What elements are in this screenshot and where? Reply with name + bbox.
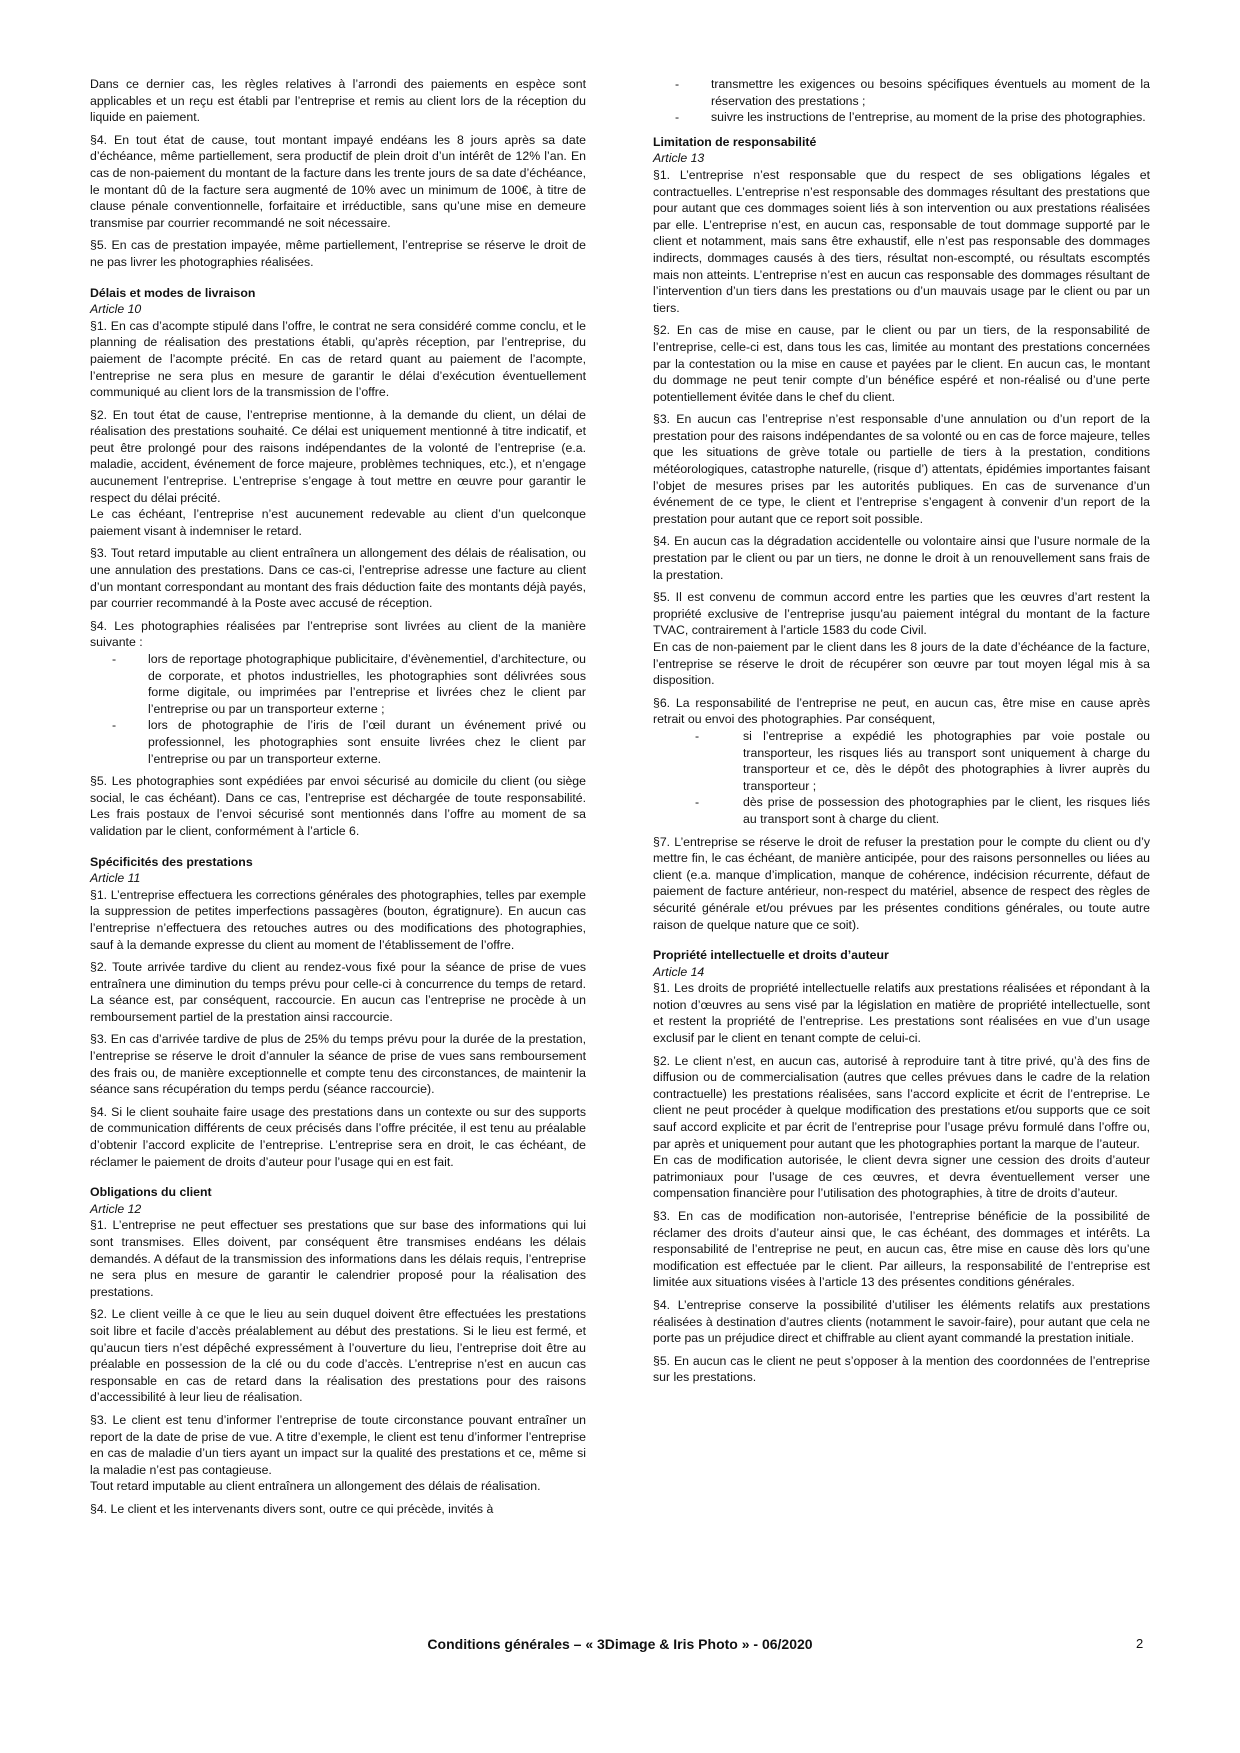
list-item-text: lors de photographie de l’iris de l’œil durant un événement privé ou professionnel, les photographies sont ensuite livrées chez le client par l’entreprise ou par un transporteur externe.: [148, 718, 586, 766]
paragraph: §1. L’entreprise ne peut effectuer ses prestations que sur base des informations qui lui sont transmises. Elles doivent, par conséquent être transmises endéans les délais demandés. A défaut de la transmission des informations dans les délais requis, l’entreprise ne sera plus en mesure de garantir le calendrier proposé pour la réalisation des prestations.: [90, 1218, 586, 1299]
list-item: [653, 109, 1150, 126]
paragraph: §6. La responsabilité de l’entreprise ne peut, en aucun cas, être mise en cause après retrait ou envoi des photographies. Par conséquent,: [653, 695, 1150, 727]
paragraph: En cas de modification autorisée, le client devra signer une cession des droits d’auteur patrimoniaux pour l’usage de ces œuvres, et devra éventuellement verser une compensation financière pour l’utilisation des photographies, à titre de droits d’auteur.: [653, 1153, 1150, 1201]
left-column: [90, 76, 586, 1524]
list-item-text: lors de reportage photographique publicitaire, d’évènementiel, d’architecture, ou de corporate, et photos industrielles, les photographies sont délivrées sous forme digitale, ou imprimées par l’entreprise et livrées chez le client par l’entreprise ou par un transporteur externe ;: [148, 652, 586, 716]
paragraph: §4. En aucun cas la dégradation accidentelle ou volontaire ainsi que l’usure normale de la prestation par le client ou par un tiers, ne donne le droit à un renouvellement sans frais de la prestation.: [653, 534, 1150, 582]
paragraph: §4. L’entreprise conserve la possibilité d’utiliser les éléments relatifs aux prestations réalisées à destination d’autres clients (notamment le savoir-faire), pour autant que cela ne porte pas un préjudice direct et chiffrable au client ayant commandé la prestation initiale.: [653, 1297, 1150, 1346]
paragraph: §2. Toute arrivée tardive du client au rendez-vous fixé pour la séance de prise de vues entraînera une diminution du temps prévu pour celle-ci à concurrence du temps de retard. La séance est, par conséquent, raccourcie. En aucun cas l’entreprise ne procède à un remboursement partiel de la prestation ainsi raccourcie.: [90, 960, 586, 1024]
list-dash: -: [695, 728, 700, 743]
list-item: [90, 651, 586, 717]
paragraph: §5. Il est convenu de commun accord entre les parties que les œuvres d’art restent la propriété exclusive de l’entreprise jusqu’au paiement intégral du montant de la facture TVAC, contrairement à l’article 1583 du code Civil.: [653, 590, 1150, 638]
article-number: Article 12: [90, 1201, 142, 1216]
list-item: [653, 76, 1150, 109]
list-dash: -: [112, 652, 117, 666]
paragraph: §3. Le client est tenu d’informer l’entreprise de toute circonstance pouvant entraîner un report de la date de prise de vue. A titre d’exemple, le client est tenu d’informer l’entreprise en cas de maladie d’un tiers ayant un impact sur la qualité des prestations et ce, même si la maladie n’est pas contagieuse.: [90, 1412, 586, 1477]
list-dash: -: [675, 110, 680, 125]
paragraph: §5. En cas de prestation impayée, même partiellement, l’entreprise se réserve le droit de ne pas livrer les photographies réalisées.: [90, 238, 586, 269]
paragraph: §3. En cas d’arrivée tardive de plus de 25% du temps prévu pour la durée de la prestation, l’entreprise se réserve le droit d’annuler la séance de prise de vues sans remboursement des frais ou, de manière exceptionnelle et compte tenu des circonstances, de maintenir la séance sans récupération du temps perdu (séance raccourcie).: [90, 1032, 586, 1097]
paragraph: §3. Tout retard imputable au client entraînera un allongement des délais de réalisation, ou une annulation des prestations. Dans ce cas-ci, l’entreprise adresse une facture au client d’un montant correspondant au montant des frais déduction faite des montants déjà payés, par courrier recommandé à la Poste avec accusé de réception.: [90, 546, 586, 611]
article-number: Article 11: [90, 871, 141, 886]
list-dash: -: [695, 795, 700, 810]
paragraph: §7. L’entreprise se réserve le droit de refuser la prestation pour le compte du client ou d’y mettre fin, le cas échéant, de manière anticipée, pour des raisons personnelles ou liées au client (e.a. manque d’implication, manque de cohérence, indécision récurrente, défaut de paiement de facture antérieur, non-respect du matériel, absence de respect des règles de sécurité générale et/ou prévues par les présentes conditions générales, ou toute autre raison de quelque nature que ce soit).: [653, 834, 1150, 932]
section-heading-propriete: Propriété intellectuelle et droits d’auteur: [653, 948, 889, 963]
paragraph: §4. Les photographies réalisées par l’entreprise sont livrées au client de la manière suivante :: [90, 618, 586, 650]
section-heading-obligations: Obligations du client: [90, 1185, 212, 1200]
paragraph: §2. En cas de mise en cause, par le client ou par un tiers, de la responsabilité de l’entreprise, celle-ci est, dans tous les cas, limitée au montant des prestations concernées par la contestation ou la mise en cause et payées par le client. En aucun cas, le montant du dommage ne peut tenir compte d’un bénéfice espéré et non-réalisé ou d’une perte potentiellement évitée dans le chef du client.: [653, 323, 1150, 404]
right-column: [653, 76, 1150, 1392]
paragraph: §5. Les photographies sont expédiées par envoi sécurisé au domicile du client (ou siège social, le cas échéant). Dans ce cas, l’entreprise est déchargée de toute responsabilité. Les frais postaux de l’envoi sécurisé sont mentionnés dans l’offre au moment de sa validation par le client, conformément à l’article 6.: [90, 774, 586, 838]
paragraph: §4. Le client et les intervenants divers sont, outre ce qui précède, invités à: [90, 1501, 494, 1516]
paragraph: Dans ce dernier cas, les règles relatives à l’arrondi des paiements en espèce sont applicables et un reçu est établi par l’entreprise et remis au client lors de la réception du liquide en paiement.: [90, 77, 586, 125]
article-number: Article 14: [653, 964, 705, 979]
list-item: [653, 794, 1150, 827]
page-number: 2: [1136, 1636, 1144, 1651]
list-item-text: dès prise de possession des photographies par le client, les risques liés au transport sont à charge du client.: [743, 795, 1150, 826]
paragraph: §3. En aucun cas l’entreprise n’est responsable d’une annulation ou d’un report de la prestation pour des raisons indépendantes de sa volonté ou en cas de force majeure, telles que les situations de grève totale ou partielle de tiers à la prestation, conditions météorologiques, catastrophe naturelle, (risque d’) attentats, épidémies importantes faisant l’objet de mesures prises par les autorités publiques. En cas de survenance d’un événement de ce type, le client et l’entreprise s’engagent à convenir d’un report de la prestation pour autant que ce report soit possible.: [653, 412, 1150, 526]
list-item: [90, 717, 586, 767]
section-heading-delais: Délais et modes de livraison: [90, 285, 256, 300]
paragraph: §1. L’entreprise effectuera les corrections générales des photographies, telles par exemple la suppression de petites imperfections passagères (bouton, égratignure). En aucun cas l’entreprise n’effectuera des retouches autres ou des modifications des photographies, sauf à la demande expresse du client au moment de l’établissement de l’offre.: [90, 887, 586, 952]
paragraph: §1. Les droits de propriété intellectuelle relatifs aux prestations réalisées et répondant à la notion d’œuvres au sens visé par la législation en matière de propriété intellectuelle, sont et restent la propriété de l’entreprise. Les prestations sont réalisées en vue d’un usage exclusif par le client en tenant compte de celui-ci.: [653, 981, 1150, 1046]
paragraph: §4. Si le client souhaite faire usage des prestations dans un contexte ou sur des supports de communication différents de ceux précisés dans l’offre précitée, il est tenu au préalable d’obtenir l’accord explicite de l’entreprise. L’entreprise sera en droit, le cas échéant, de réclamer le paiement de droits d’auteur pour l’usage qui en est fait.: [90, 1104, 586, 1169]
paragraph: §2. Le client n’est, en aucun cas, autorisé à reproduire tant à titre privé, qu’à des fins de diffusion ou de commercialisation (autres que celles prévues dans le cadre de la relation contractuelle) les prestations réalisées, sans l’accord explicite et écrit de l’entreprise. Le client ne peut procéder à quelque modification des prestations et/ou supports que ce soit sauf accord explicite et par écrit de l’entreprise pour l’usage prévu formulé dans l’offre ou, par après et uniquement pour autant que les photographies portant la marque de l’auteur.: [653, 1053, 1150, 1151]
paragraph: §4. En tout état de cause, tout montant impayé endéans les 8 jours après sa date d’échéance, même partiellement, sera productif de plein droit d’un intérêt de 12% l’an. En cas de non-paiement du montant de la facture dans les trente jours de sa date d’échéance, le montant dû de la facture sera augmenté de 10% avec un minimum de 100€, à titre de clause pénale conventionnelle, forfaitaire et irréductible, sans qu’une mise en demeure transmise par courrier recommandé ne soit nécessaire.: [90, 132, 586, 230]
paragraph: §2. En tout état de cause, l’entreprise mentionne, à la demande du client, un délai de réalisation des prestations souhaité. Ce délai est uniquement mentionné à titre indicatif, et peut être prolongé pour des raisons indépendantes de la volonté de l’entreprise (e.a. maladie, accident, événement de force majeure, problèmes techniques, etc.), et n’engage aucunement l’entreprise. L’entreprise s’engage à tout mettre en œuvre pour garantir le respect du délai précité.: [90, 407, 586, 505]
section-heading-specificites: Spécificités des prestations: [90, 854, 253, 869]
list-item: [653, 728, 1150, 794]
paragraph: En cas de non-paiement par le client dans les 8 jours de la date d’échéance de la facture, l’entreprise se réserve le droit de récupérer son œuvre par tout moyen légal mis à sa disposition.: [653, 640, 1150, 688]
list-dash: -: [112, 718, 117, 733]
paragraph: Le cas échéant, l’entreprise n’est aucunement redevable au client d’un quelconque paiement visant à indemniser le retard.: [90, 507, 586, 538]
paragraph: Tout retard imputable au client entraînera un allongement des délais de réalisation.: [90, 1479, 541, 1494]
section-heading-limitation: Limitation de responsabilité: [653, 134, 817, 149]
list-item-text: suivre les instructions de l’entreprise, au moment de la prise des photographies.: [711, 110, 1146, 125]
article-number: Article 10: [90, 302, 142, 317]
list-dash: -: [675, 77, 680, 91]
list-item-text: si l’entreprise a expédié les photographies par voie postale ou transporteur, les risques liés au transport sont uniquement à charge du transporteur et ce, dès le dépôt des photographies à livrer auprès du transporteur ;: [743, 728, 1150, 793]
paragraph: §1. En cas d’acompte stipulé dans l’offre, le contrat ne sera considéré comme conclu, et le planning de réalisation des prestations établi, qu’après réception, par l’entreprise, du paiement de l’acompte précité. En cas de retard quant au paiement de l’acompte, l’entreprise ne sera plus en mesure de garantir le délai d’exécution éventuellement communiqué au client lors de la transmission de l’offre.: [90, 318, 586, 400]
paragraph: §5. En aucun cas le client ne peut s’opposer à la mention des coordonnées de l’entreprise sur les prestations.: [653, 1353, 1150, 1385]
paragraph: §2. Le client veille à ce que le lieu au sein duquel doivent être effectuées les prestations soit libre et facile d’accès préalablement au début des prestations. Si le lieu est fermé, et qu’aucun tiers n’est dépêché expressément à l’ouverture du lieu, l’entreprise doit être au préalable en possession de la clé ou du code d’accès. L’entreprise n’est en aucun cas responsable en cas de retard dans la réalisation des prestations pour des raisons d’accessibilité à leur lieu de réalisation.: [90, 1307, 586, 1405]
paragraph: §3. En cas de modification non-autorisée, l’entreprise bénéficie de la possibilité de réclamer des droits d’auteur ainsi que, le cas échéant, des dommages et intérêts. La responsabilité de l’entreprise ne peut, en aucun cas, être mise en cause dès lors qu’une modification est effectuée par le client. Par ailleurs, la responsabilité de l’entreprise est limitée aux situations visées à l’article 13 des présentes conditions générales.: [653, 1209, 1150, 1290]
paragraph: §1. L’entreprise n’est responsable que du respect de ses obligations légales et contractuelles. L’entreprise n’est responsable des dommages résultant des prestations que pour autant que ces dommages soient liés à son intervention ou aux prestations réalisées par elle. L’entreprise n’est, en aucun cas, responsable de tout dommage supporté par le client et notamment, mais sans être exhaustif, elle n’est pas responsable des dommages indirects, dommages causés à des tiers, résultat non-escompté, ou résultats escomptés mais non atteints. L’entreprise n’est en aucun cas responsable des dommages résultant de l’intervention d’un tiers dans les prestations ou d’un mauvais usage par le client ou par un tiers.: [653, 167, 1150, 315]
footer-title: Conditions générales – « 3Dimage & Iris Photo » - 06/2020: [427, 1636, 813, 1652]
list-item-text: transmettre les exigences ou besoins spécifiques éventuels au moment de la réservation des prestations ;: [711, 77, 1150, 108]
article-number: Article 13: [653, 151, 705, 166]
